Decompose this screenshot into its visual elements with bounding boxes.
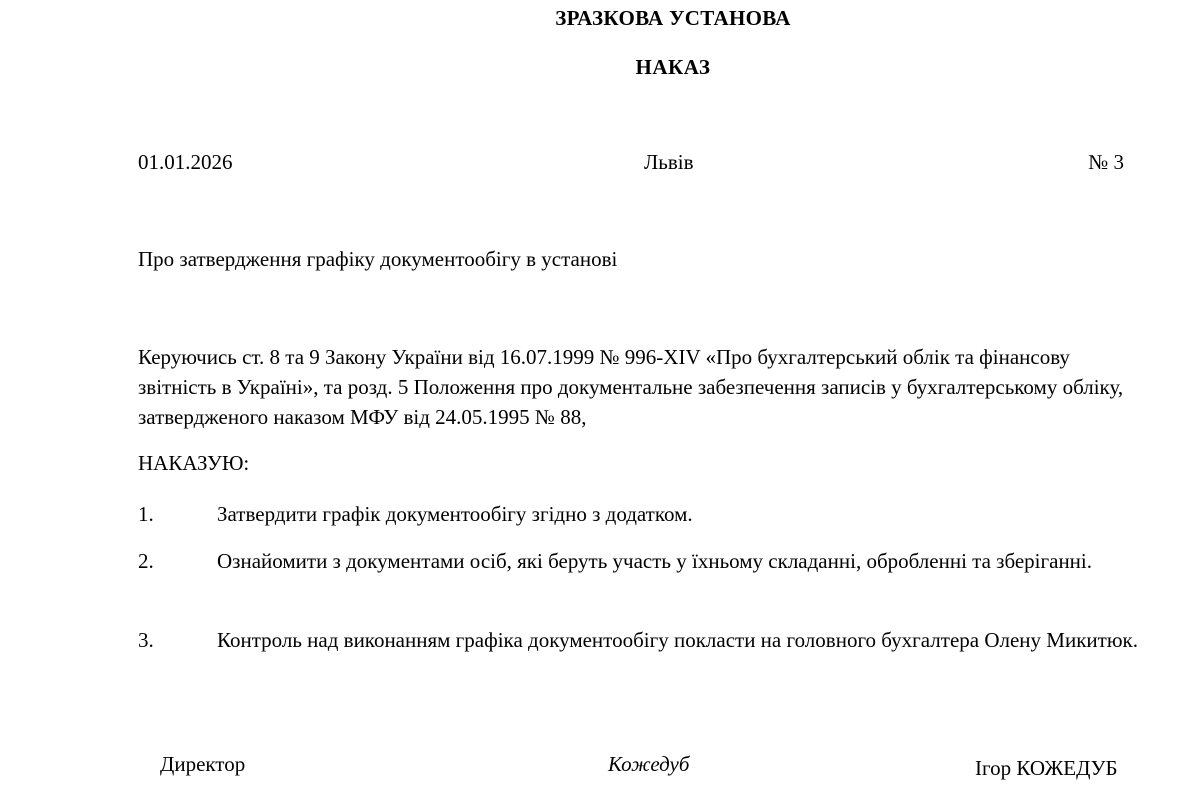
order-item-number: 2. — [138, 549, 154, 573]
signatory-name: Ігор КОЖЕДУБ — [975, 756, 1118, 780]
document-number: № 3 — [1088, 150, 1124, 174]
handwritten-signature: Кожедуб — [608, 752, 690, 776]
order-item — [138, 499, 1178, 529]
signature-block — [0, 752, 1200, 786]
order-item — [138, 546, 1178, 576]
document-type-title: НАКАЗ — [635, 55, 711, 79]
signatory-position: Директор — [160, 752, 246, 776]
organization-name: ЗРАЗКОВА УСТАНОВА — [555, 6, 791, 30]
order-item — [138, 625, 1178, 655]
document-preamble: Керуючись ст. 8 та 9 Закону України від 16.07.1999 № 996-XIV «Про бухгалтерський облік та фінансову звітність в Україні», та розд. 5 Положення про документальне забезпечення записів у бухгалтерському обліку, затвердженого наказом МФУ від 24.05.1995 № 88, — [138, 345, 1124, 429]
document-date: 01.01.2026 — [138, 150, 233, 174]
order-item-number: 3. — [138, 628, 154, 652]
document-meta-row — [138, 150, 1124, 178]
order-item-text: Затвердити графік документообігу згідно з додатком. — [217, 502, 693, 526]
order-item-text: Ознайомити з документами осіб, які беруть участь у їхньому складанні, обробленні та зберіганні. — [217, 549, 1093, 573]
document-city: Львів — [644, 150, 694, 174]
document-subject: Про затвердження графіку документообігу в установі — [138, 247, 618, 271]
order-heading: НАКАЗУЮ: — [138, 451, 250, 475]
order-item-number: 1. — [138, 502, 154, 526]
order-item-text: Контроль над виконанням графіка документообігу покласти на головного бухгалтера Олену Микитюк. — [217, 628, 1138, 652]
